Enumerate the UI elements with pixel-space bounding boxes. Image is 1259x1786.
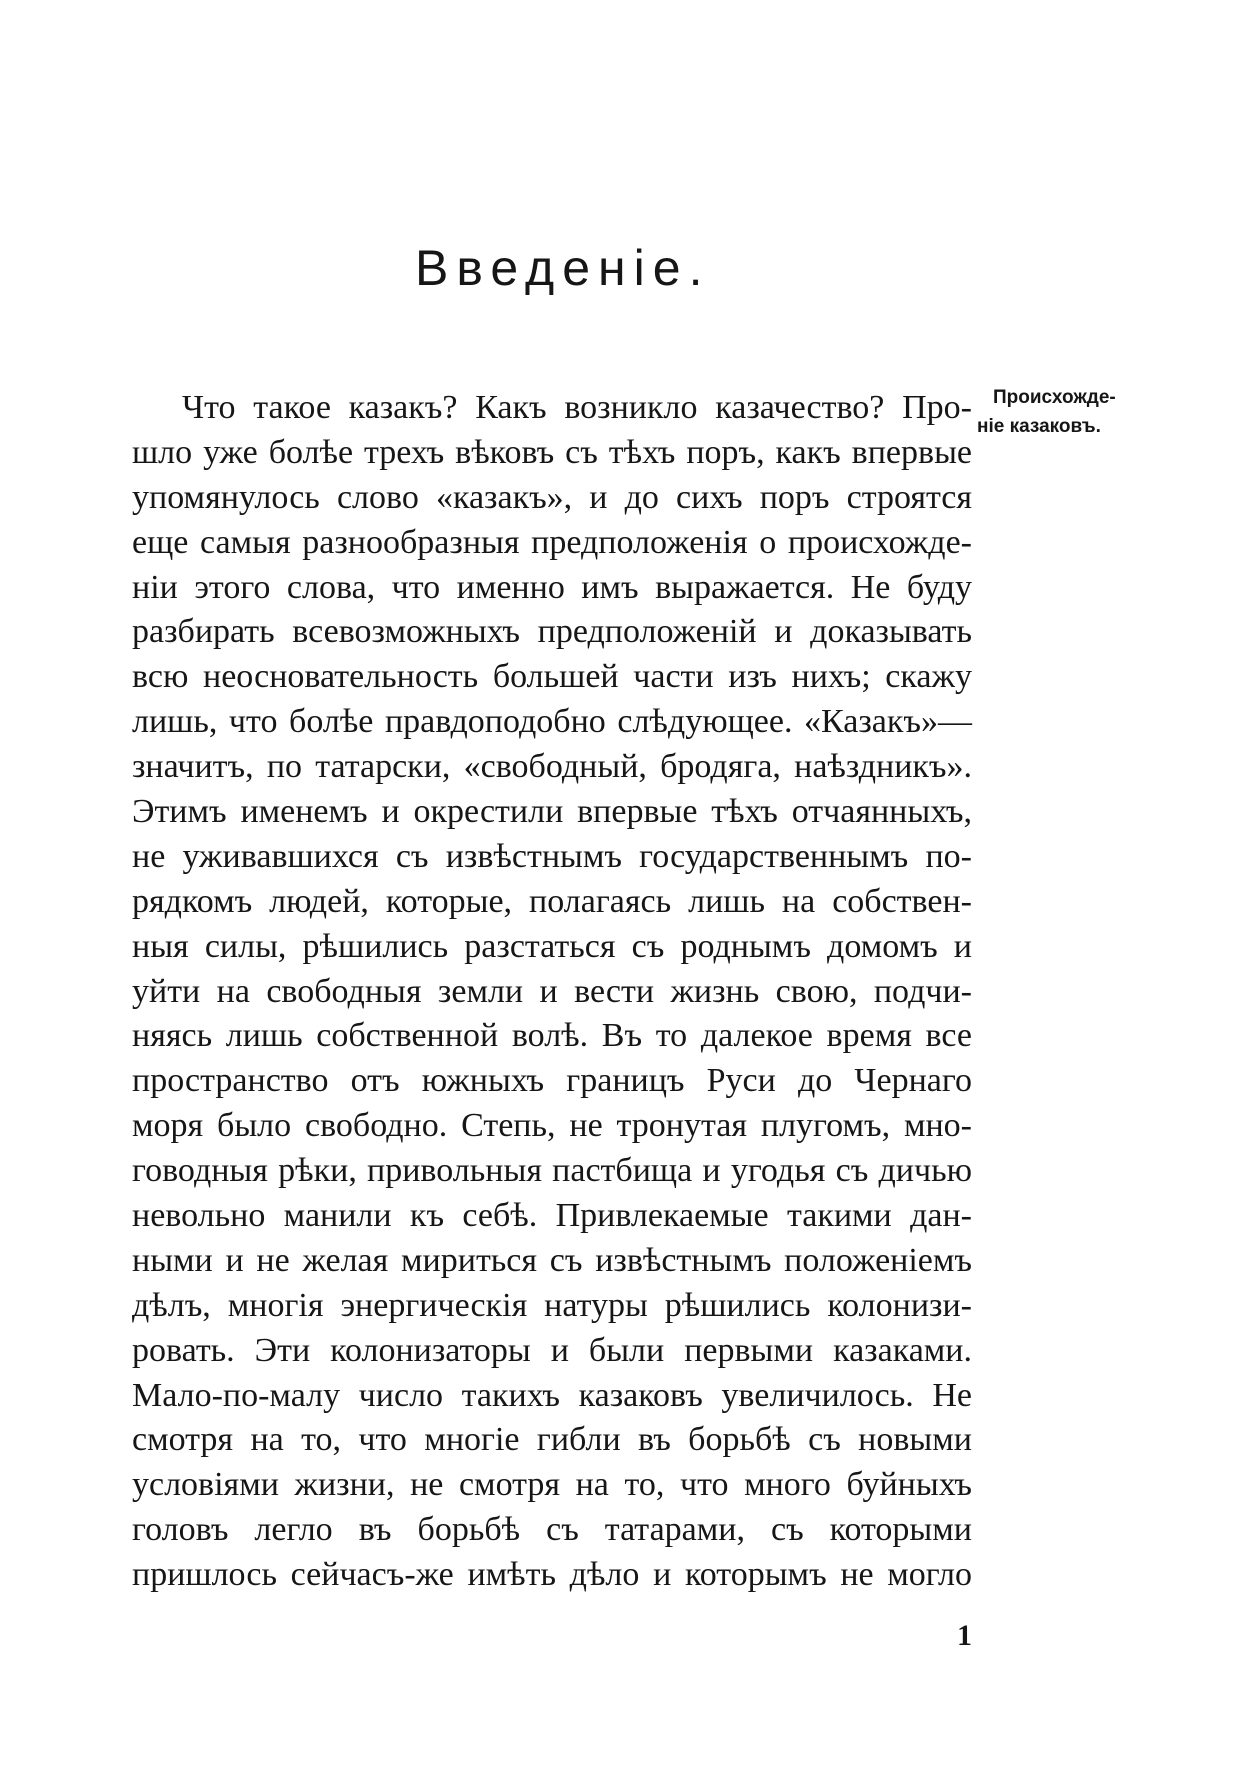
margin-note: [977, 383, 1137, 441]
text-line: условіями жизни, не смотря на то, что много буйныхъ: [132, 1466, 972, 1504]
body-text: [132, 386, 972, 1598]
chapter-title: Введеніе.: [415, 240, 711, 296]
text-line: упомянулось слово «казакъ», и до сихъ поръ строятся: [132, 478, 972, 516]
margin-note-line: Происхожде-: [993, 387, 1116, 408]
text-line: пришлось сейчасъ-же имѣть дѣло и которымъ не могло: [132, 1556, 972, 1594]
text-line: смотря на то, что многіе гибли въ борьбѣ съ новыми: [132, 1421, 972, 1459]
text-line: уйти на свободныя земли и вести жизнь свою, подчи-: [132, 972, 972, 1010]
text-line: лишь, что болѣе правдоподобно слѣдующее. «Казакъ»—: [132, 703, 972, 741]
text-line: ными и не желая мириться съ извѣстнымъ положеніемъ: [132, 1241, 972, 1279]
text-line: ніи этого слова, что именно имъ выражается. Не буду: [132, 568, 972, 606]
text-line: говодныя рѣки, привольныя пастбища и угодья съ дичью: [132, 1152, 972, 1190]
text-line: всю неосновательность большей части изъ нихъ; скажу: [132, 658, 972, 696]
text-line: Этимъ именемъ и окрестили впервые тѣхъ отчаянныхъ,: [132, 793, 972, 831]
text-line: разбирать всевозможныхъ предположеній и доказывать: [132, 613, 972, 651]
text-line: няясь лишь собственной волѣ. Въ то далекое время все: [132, 1017, 972, 1055]
text-line: дѣлъ, многія энергическія натуры рѣшились колонизи-: [132, 1286, 972, 1324]
text-line: невольно манили къ себѣ. Привлекаемые такими дан-: [132, 1197, 972, 1235]
text-line: моря было свободно. Степь, не тронутая плугомъ, мно-: [132, 1107, 972, 1145]
text-line: ныя силы, рѣшились разстаться съ роднымъ домомъ и: [132, 927, 972, 965]
margin-note-line: ніе казаковъ.: [977, 416, 1101, 437]
text-line: головъ легло въ борьбѣ съ татарами, съ которыми: [132, 1511, 972, 1549]
text-line: ровать. Эти колонизаторы и были первыми казаками.: [132, 1331, 972, 1369]
text-line: пространство отъ южныхъ границъ Руси до Чернаго: [132, 1062, 972, 1100]
text-line: значитъ, по татарски, «свободный, бродяга, наѣздникъ».: [132, 748, 972, 786]
text-line: еще самыя разнообразныя предположенія о происхожде-: [132, 523, 972, 561]
text-line: Мало-по-малу число такихъ казаковъ увеличилось. Не: [132, 1376, 972, 1414]
page-number: 1: [957, 1619, 972, 1652]
text-line: Что такое казакъ? Какъ возникло казачество? Про-: [182, 389, 972, 426]
text-line: рядкомъ людей, которые, полагаясь лишь на собствен-: [132, 882, 972, 920]
text-line: шло уже болѣе трехъ вѣковъ съ тѣхъ поръ, какъ впервые: [132, 433, 972, 471]
text-line: не уживавшихся съ извѣстнымъ государственнымъ по-: [132, 837, 972, 875]
